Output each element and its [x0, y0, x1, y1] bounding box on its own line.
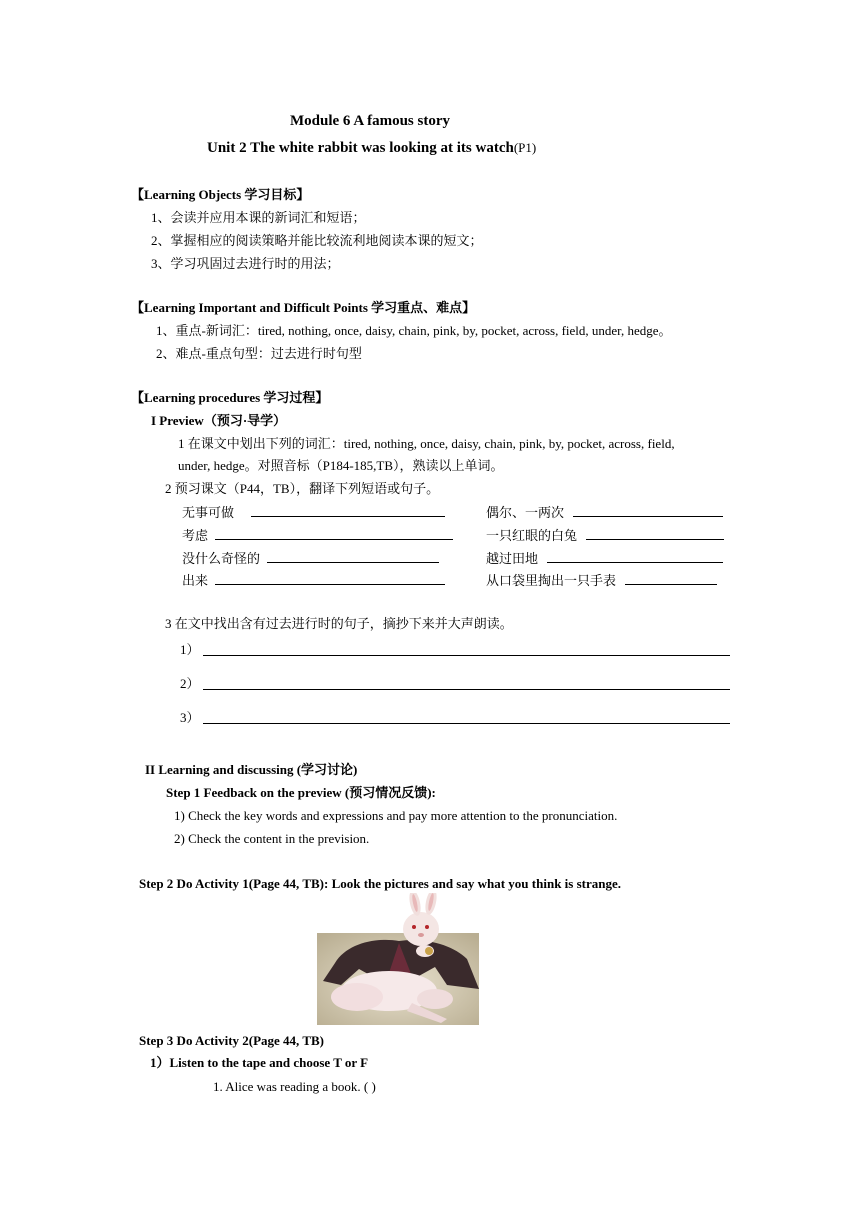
phrase-label: 一只红眼的白兔 [486, 528, 578, 543]
unit-title-text: Unit 2 The white rabbit was looking at its watch [207, 140, 514, 156]
phrase-label: 从口袋里掏出一只手表 [486, 573, 617, 588]
phrase-row [182, 503, 445, 521]
answer-blank[interactable] [215, 571, 445, 585]
answer-blank[interactable] [586, 526, 724, 540]
answer-blank[interactable] [215, 526, 453, 540]
key-points-heading: 【Learning Important and Difficult Points 学习重点、难点】 [131, 300, 476, 315]
answer-blank[interactable] [547, 549, 723, 563]
objective-item: 1、会读并应用本课的新词汇和短语； [151, 210, 366, 225]
answer-number: 2） [180, 676, 200, 691]
discussion-heading: II Learning and discussing (学习讨论) [145, 762, 358, 777]
module-title: Module 6 A famous story [290, 113, 451, 129]
phrase-row [182, 571, 445, 589]
step3-heading: Step 3 Do Activity 2(Page 44, TB) [139, 1033, 324, 1048]
step3-subheading: 1）Listen to the tape and choose T or F [150, 1055, 369, 1070]
phrase-row [486, 526, 724, 544]
phrase-label: 无事可做 [182, 505, 235, 520]
phrase-row [486, 549, 723, 567]
procedures-heading: 【Learning procedures 学习过程】 [131, 390, 329, 405]
answer-number: 1） [180, 642, 200, 657]
phrase-label: 偶尔、一两次 [486, 505, 565, 520]
step1-heading: Step 1 Feedback on the preview (预习情况反馈): [166, 785, 436, 800]
phrase-label: 考虑 [182, 528, 209, 543]
phrase-row [182, 526, 453, 544]
answer-blank[interactable] [625, 571, 717, 585]
answer-blank[interactable] [267, 549, 439, 563]
phrase-label: 出来 [182, 573, 209, 588]
answer-number: 3） [180, 710, 200, 725]
unit-page-ref: (P1) [513, 140, 537, 155]
step1-item: 1) Check the key words and expressions and pay more attention to the pronunciation. [174, 808, 618, 823]
answer-blank[interactable] [251, 503, 445, 517]
unit-title [207, 140, 536, 156]
preview-heading: I Preview（预习·导学） [151, 413, 287, 428]
objective-item: 3、学习巩固过去进行时的用法； [151, 256, 340, 271]
answer-line[interactable] [203, 723, 730, 724]
step2-heading: Step 2 Do Activity 1(Page 44, TB): Look the pictures and say what you think is strange. [139, 876, 621, 891]
step1-item: 2) Check the content in the prevision. [174, 831, 370, 846]
objective-item: 2、掌握相应的阅读策略并能比较流利地阅读本课的短文； [151, 233, 483, 248]
answer-line[interactable] [203, 655, 730, 656]
phrase-row [486, 571, 717, 589]
step3-question: 1. Alice was reading a book. ( ) [213, 1079, 376, 1094]
objectives-heading: 【Learning Objects 学习目标】 [131, 187, 310, 202]
white-rabbit-illustration [317, 893, 479, 1025]
preview-task1-line2: under, hedge。对照音标（P184-185,TB），熟读以上单词。 [178, 458, 504, 473]
phrase-label: 没什么奇怪的 [182, 551, 261, 566]
answer-line[interactable] [203, 689, 730, 690]
preview-task1-line1: 1 在课文中划出下列的词汇：tired, nothing, once, daisy, chain, pink, by, pocket, across, field, [178, 436, 675, 451]
key-point-item: 2、难点-重点句型：过去进行时句型 [156, 346, 362, 361]
phrase-label: 越过田地 [486, 551, 539, 566]
answer-blank[interactable] [573, 503, 723, 517]
preview-task2: 2 预习课文（P44，TB），翻译下列短语或句子。 [165, 481, 440, 496]
phrase-row [182, 549, 439, 567]
preview-task3: 3 在文中找出含有过去进行时的句子，摘抄下来并大声朗读。 [165, 616, 513, 631]
key-point-item: 1、重点-新词汇：tired, nothing, once, daisy, chain, pink, by, pocket, across, field, under, hedge。 [156, 323, 672, 338]
phrase-row [486, 503, 723, 521]
